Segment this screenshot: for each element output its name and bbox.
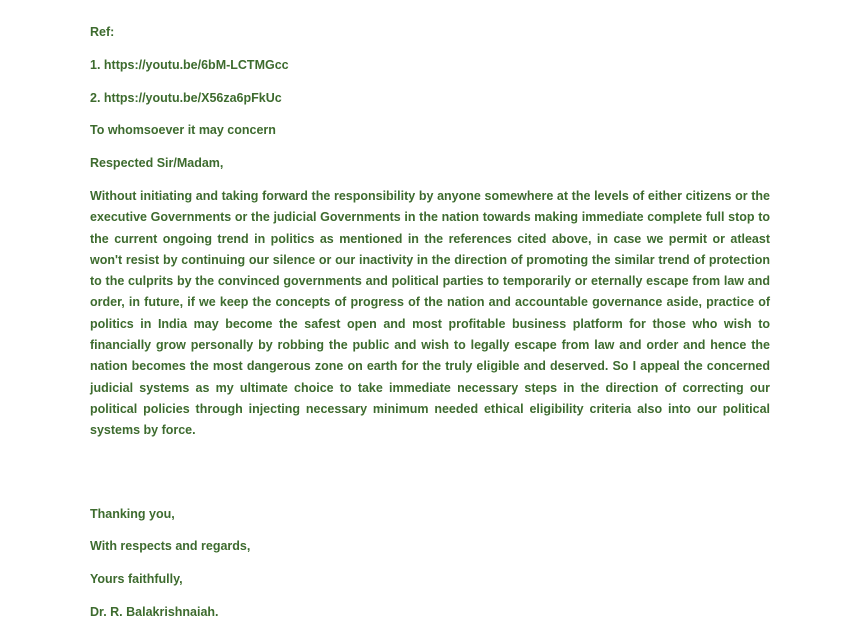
reference-link-2[interactable]: 2. https://youtu.be/X56za6pFkUc [90, 91, 282, 105]
ref-label: Ref: [90, 25, 115, 39]
signature-name: Dr. R. Balakrishnaiah. [90, 605, 219, 619]
addressee-line: To whomsoever it may concern [90, 123, 276, 137]
salutation-line: Respected Sir/Madam, [90, 156, 224, 170]
closing-sign-off: Yours faithfully, [90, 572, 183, 586]
letter-body-paragraph: Without initiating and taking forward the responsibility by anyone somewhere at the levels of either citizens or the executive Governments or the judicial Governments in the nation towards making immediate complete full stop to the current ongoing trend in politics as mentioned in the references cited above, in case we permit or atleast won't resist by continuing our silence or our inactivity in the direction of promoting the similar trend of protection to the culprits by the convinced governments and political parties to temporarily or eternally escape from law and order, in future, if we keep the concepts of progress of the nation and accountable governance aside, practice of politics in India may become the safest open and most profitable business platform for those who wish to financially grow personally by robbing the public and wish to legally escape from law and order and hence the nation becomes the most dangerous zone on earth for the truly eligible and deserved. So I appeal the concerned judicial systems as my ultimate choice to take immediate necessary steps in the direction of correcting our political policies through injecting necessary minimum needed ethical eligibility criteria also into our political systems by force. [90, 189, 770, 438]
reference-link-1[interactable]: 1. https://youtu.be/6bM-LCTMGcc [90, 58, 289, 72]
closing-regards: With respects and regards, [90, 539, 251, 553]
closing-thanks: Thanking you, [90, 507, 175, 521]
